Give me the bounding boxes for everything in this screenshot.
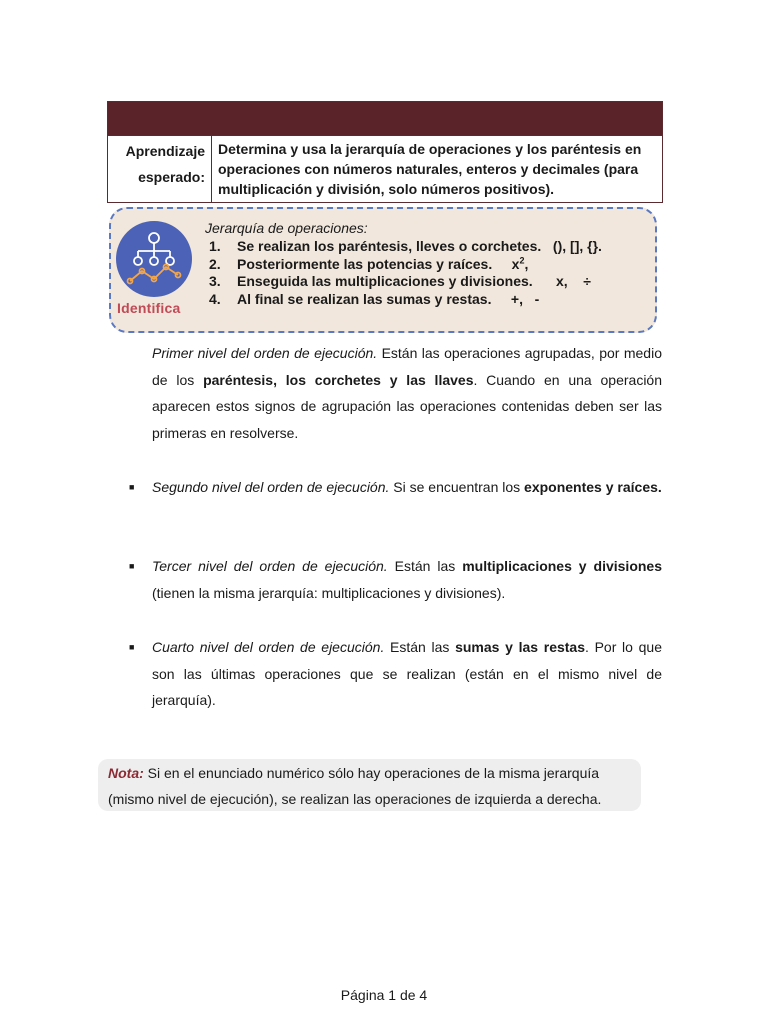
list-item: 1. Se realizan los paréntesis, lleves o corchetes. (), [], {}. xyxy=(209,238,602,254)
third-level-paragraph: Tercer nivel del orden de ejecución. Están las multiplicaciones y divisiones (tienen la misma jerarquía: multiplicaciones y divisiones). xyxy=(152,558,662,601)
bullet-icon: ■ xyxy=(129,642,135,652)
objective-text: Determina y usa la jerarquía de operaciones y los paréntesis en operaciones con números naturales, enteros y decimales (para multiplicación y división, solo números positivos). xyxy=(218,141,642,197)
objective-label xyxy=(108,136,212,202)
nota-text: Si en el enunciado numérico sólo hay operaciones de la misma jerarquía (mismo nivel de ejecución), se realizan las operaciones de izquierda a derecha. xyxy=(108,765,602,807)
list-item: 3. Enseguida las multiplicaciones y divisiones. x, ÷ xyxy=(209,273,591,289)
table-header-bar xyxy=(108,102,662,136)
objective-label-line2: esperado: xyxy=(138,169,205,185)
learning-objective-table xyxy=(107,101,663,203)
objective-label-line1: Aprendizaje xyxy=(125,143,205,159)
hierarchy-icon xyxy=(116,221,192,297)
list-item: 2. Posteriormente las potencias y raíces. $x^2$, xyxy=(209,254,529,272)
identifica-badge xyxy=(116,221,194,321)
bullet-icon: ■ xyxy=(129,561,135,571)
hierarchy-list xyxy=(209,238,602,308)
list-item: 4. Al final se realizan las sumas y restas. +, - xyxy=(209,290,540,307)
page-number: Página 1 de 4 xyxy=(340,987,428,1003)
fourth-level-paragraph: Cuarto nivel del orden de ejecución. Están las sumas y las restas. Por lo que son las últimas operaciones que se realizan (están en el mismo nivel de jerarquía). xyxy=(152,639,662,708)
table-row xyxy=(108,136,662,202)
bullet-icon: ■ xyxy=(129,482,135,492)
hierarchy-title: Jerarquía de operaciones: xyxy=(205,220,368,236)
nota-label: Nota: xyxy=(108,765,144,781)
nota-box xyxy=(98,759,641,811)
first-level-paragraph: Primer nivel del orden de ejecución. Están las operaciones agrupadas, por medio de los paréntesis, los corchetes y las llaves. Cuando en una operación aparecen estos signos de agrupación las operaciones contenidas deben ser las primeras en resolverse. xyxy=(152,345,662,441)
identifica-label: Identifica xyxy=(117,300,181,316)
identifica-box xyxy=(109,207,657,333)
second-level-paragraph: Segundo nivel del orden de ejecución. Si se encuentran los exponentes y raíces. xyxy=(152,479,662,495)
